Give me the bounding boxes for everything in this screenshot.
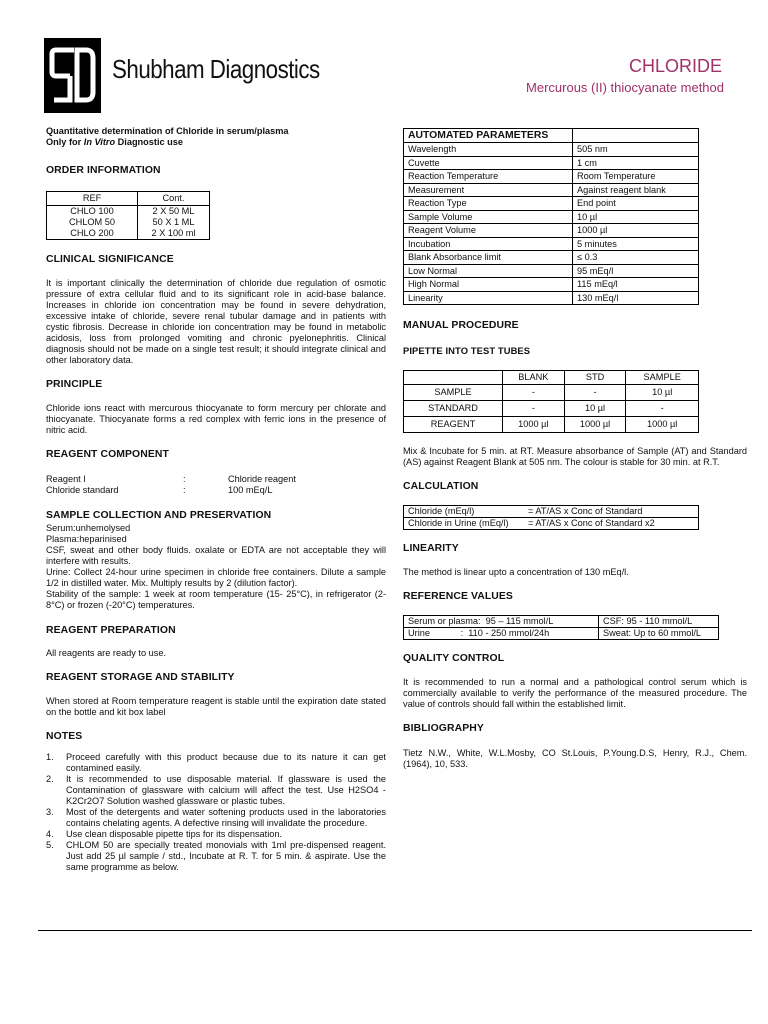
- param-value: 95 mEq/l: [573, 264, 699, 278]
- order-header-cell: Cont.: [138, 192, 210, 206]
- automated-row: [404, 183, 699, 197]
- note-number: 4.: [46, 828, 54, 839]
- storage-heading: REAGENT STORAGE AND STABILITY: [46, 671, 235, 683]
- manual-cell: 10 µl: [626, 384, 699, 400]
- bibliography-text: Tietz N.W., White, W.L.Mosby, CO St.Louis, P.Young.D.S, Henry, R.J., Chem. (1964), 10, 533.: [403, 747, 747, 769]
- note-item: [46, 774, 386, 807]
- storage-text: When stored at Room temperature reagent is stable until the expiration date stated on the bottle and kit box label: [46, 695, 386, 717]
- automated-row: [404, 237, 699, 251]
- sample-line: Plasma:heparinised: [46, 533, 127, 544]
- manual-cell: -: [503, 400, 565, 416]
- qc-text: It is recommended to run a normal and a pathological control serum which is commercially available to verify the performance of the measured procedure. The value of controls should fall within the established limit.: [403, 676, 747, 709]
- manual-cell: 10 µl: [564, 400, 626, 416]
- sample-heading: SAMPLE COLLECTION AND PRESERVATION: [46, 509, 272, 521]
- manual-row: [404, 400, 699, 416]
- note-item: [46, 752, 386, 774]
- automated-row: [404, 224, 699, 238]
- manual-cell: -: [626, 400, 699, 416]
- manual-header-cell: STD: [564, 371, 626, 385]
- reagent-value: Chloride reagent: [228, 473, 296, 484]
- manual-row-label: STANDARD: [404, 400, 503, 416]
- clinical-heading: CLINICAL SIGNIFICANCE: [46, 253, 174, 265]
- automated-row: [404, 264, 699, 278]
- manual-row: [404, 416, 699, 432]
- param-value: ≤ 0.3: [573, 251, 699, 265]
- param-name: Reaction Type: [404, 197, 573, 211]
- calculation-formula: = AT/AS x Conc of Standard x2: [524, 517, 699, 529]
- order-header-row: [47, 192, 210, 206]
- param-name: Linearity: [404, 291, 573, 305]
- reagent-row: [46, 474, 386, 485]
- footer-divider: [38, 930, 752, 931]
- param-name: Cuvette: [404, 156, 573, 170]
- param-name: High Normal: [404, 278, 573, 292]
- notes-list: [46, 752, 386, 873]
- reagent-row: [46, 485, 386, 496]
- calculation-table: [403, 505, 699, 530]
- param-value: 130 mEq/l: [573, 291, 699, 305]
- manual-cell: 1000 µl: [564, 416, 626, 432]
- right-column: [403, 128, 747, 770]
- manual-header-cell: [404, 371, 503, 385]
- company-logo: [44, 38, 101, 113]
- param-value: 5 minutes: [573, 237, 699, 251]
- note-number: 3.: [46, 806, 54, 817]
- manual-text: Mix & Incubate for 5 min. at RT. Measure absorbance of Sample (AT) and Standard (AS) against Reagent Blank at 505 nm. The colour is stable for 30 min. at R.T.: [403, 445, 747, 467]
- manual-header-cell: BLANK: [503, 371, 565, 385]
- automated-row: [404, 197, 699, 211]
- reference-heading: REFERENCE VALUES: [403, 590, 513, 602]
- order-ref: CHLOM 50: [69, 216, 115, 227]
- note-text: CHLOM 50 are specially treated monovials with 1ml pre-dispensed reagent. Just add 25 µl sample / std., Incubate at R. T. for 5 min. & aspirate. Use the same programme as below.: [66, 839, 386, 872]
- param-value: End point: [573, 197, 699, 211]
- param-value: Against reagent blank: [573, 183, 699, 197]
- order-heading: ORDER INFORMATION: [46, 165, 161, 176]
- param-value: Room Temperature: [573, 170, 699, 184]
- reagent-sep: :: [183, 473, 186, 484]
- reference-value: Serum or plasma: 95 – 115 mmol/L: [404, 615, 599, 627]
- param-name: Incubation: [404, 237, 573, 251]
- intro-prefix: Only for: [46, 137, 84, 147]
- linearity-heading: LINEARITY: [403, 542, 459, 554]
- note-item: [46, 807, 386, 829]
- manual-subheading: PIPETTE INTO TEST TUBES: [403, 345, 531, 356]
- order-ref: CHLO 200: [70, 227, 114, 238]
- automated-row: [404, 170, 699, 184]
- note-text: Most of the detergents and water softening products used in the laboratories contains chelating agents. A defective rinsing will invalidate the procedure.: [66, 806, 386, 828]
- order-cont: 2 X 50 ML: [152, 205, 195, 216]
- reagent-component-heading: REAGENT COMPONENT: [46, 448, 169, 460]
- param-name: Reaction Temperature: [404, 170, 573, 184]
- sample-body: [46, 523, 386, 611]
- manual-header-cell: SAMPLE: [626, 371, 699, 385]
- intro-line-2: [46, 137, 386, 148]
- order-cont: 2 X 100 ml: [151, 227, 196, 238]
- note-text: Proceed carefully with this product because due to its nature it can get contamined easily.: [66, 751, 386, 773]
- sample-line: CSF, sweat and other body fluids. oxalate or EDTA are not acceptable they will interfere with results.: [46, 544, 386, 566]
- calculation-label: Chloride (mEq/l): [404, 505, 525, 517]
- manual-heading: MANUAL PROCEDURE: [403, 320, 519, 331]
- sample-line: Stability of the sample: 1 week at room temperature (15- 25°C), in refrigerator (2-8°C) or frozen (-20°C) temperatures.: [46, 588, 386, 610]
- automated-row: [404, 278, 699, 292]
- order-header-cell: REF: [47, 192, 138, 206]
- principle-heading: PRINCIPLE: [46, 378, 103, 390]
- manual-row-label: REAGENT: [404, 416, 503, 432]
- param-name: Blank Absorbance limit: [404, 251, 573, 265]
- reagent-name: Reagent I: [46, 473, 86, 484]
- manual-table: [403, 370, 699, 433]
- product-title: CHLORIDE: [628, 56, 722, 76]
- param-name: Sample Volume: [404, 210, 573, 224]
- intro-suffix: Diagnostic use: [115, 137, 183, 147]
- note-text: It is recommended to use disposable material. If glassware is used the Contamination of glassware with calcium will affect the test. Use H2SO4 - K2Cr2O7 Solution washed glassware or plastic tubes.: [66, 773, 386, 806]
- manual-row-label: SAMPLE: [404, 384, 503, 400]
- param-value: 10 µl: [573, 210, 699, 224]
- note-number: 2.: [46, 773, 54, 784]
- manual-cell: -: [564, 384, 626, 400]
- manual-cell: 1000 µl: [626, 416, 699, 432]
- calculation-heading: CALCULATION: [403, 480, 479, 492]
- product-method: Mercurous (II) thiocyanate method: [526, 80, 724, 95]
- order-ref: CHLO 100: [70, 205, 114, 216]
- order-ref-cell: [47, 205, 138, 239]
- manual-cell: 1000 µl: [503, 416, 565, 432]
- automated-row: [404, 251, 699, 265]
- note-number: 5.: [46, 839, 54, 850]
- reagent-sep: :: [183, 484, 186, 495]
- intro: [46, 126, 386, 148]
- intro-line-1: Quantitative determination of Chloride in serum/plasma: [46, 126, 289, 136]
- automated-header-blank: [573, 129, 699, 143]
- note-item: [46, 829, 386, 840]
- clinical-text: It is important clinically the determination of chloride due regulation of osmotic pressure of extra cellular fluid and to its significant role in acid-base balance. Increases in chloride ion concentration may be found in severe dehydration, excessive intake of chloride, severe renal tubular damage and in patients with cystic fibrosis. Decrease in chloride ion concentration may be found in metabolic acidosis, loss from prolonged vomiting and chronic pyelonephritis. Clinical diagnosis should not be made on a single test result; it should integrate clinical and other laboratory data.: [46, 277, 386, 365]
- manual-cell: -: [503, 384, 565, 400]
- reference-row: [404, 627, 719, 639]
- calculation-row: [404, 505, 699, 517]
- automated-row: [404, 156, 699, 170]
- reagent-name: Chloride standard: [46, 484, 119, 495]
- param-value: 115 mEq/l: [573, 278, 699, 292]
- param-value: 505 nm: [573, 143, 699, 157]
- param-name: Low Normal: [404, 264, 573, 278]
- calculation-formula: = AT/AS x Conc of Standard: [524, 505, 699, 517]
- linearity-text: The method is linear upto a concentration of 130 mEq/l.: [403, 566, 629, 577]
- note-number: 1.: [46, 751, 54, 762]
- automated-row: [404, 143, 699, 157]
- qc-heading: QUALITY CONTROL: [403, 652, 505, 664]
- bibliography-heading: BIBLIOGRAPHY: [403, 722, 484, 734]
- reagent-component-list: [46, 474, 386, 496]
- reference-table: [403, 615, 719, 640]
- automated-parameters-table: [403, 128, 699, 305]
- automated-header-row: [404, 129, 699, 143]
- order-data-block: [47, 205, 210, 239]
- manual-header-row: [404, 371, 699, 385]
- reference-value: Sweat: Up to 60 mmol/L: [599, 627, 719, 639]
- order-cont: 50 X 1 ML: [152, 216, 195, 227]
- reference-row: [404, 615, 719, 627]
- manual-row: [404, 384, 699, 400]
- intro-italic: In Vitro: [83, 137, 116, 147]
- note-item: [46, 840, 386, 873]
- automated-row: [404, 210, 699, 224]
- order-table: [46, 191, 210, 240]
- left-column: [46, 126, 386, 873]
- param-value: 1000 µl: [573, 224, 699, 238]
- order-cont-cell: [138, 205, 210, 239]
- brand-name: Shubham Diagnostics: [112, 54, 320, 84]
- automated-heading: AUTOMATED PARAMETERS: [404, 129, 573, 143]
- principle-text: Chloride ions react with mercurous thiocyanate to form mercury per chlorate and thiocyanate. Thiocyanate forms a red complex with ferric ions in the presence of nitric acid.: [46, 402, 386, 435]
- sample-line: Serum:unhemolysed: [46, 522, 131, 533]
- param-name: Reagent Volume: [404, 224, 573, 238]
- calculation-row: [404, 517, 699, 529]
- notes-heading: NOTES: [46, 730, 83, 742]
- reference-value: CSF: 95 - 110 mmol/L: [599, 615, 719, 627]
- prep-text: All reagents are ready to use.: [46, 647, 167, 658]
- prep-heading: REAGENT PREPARATION: [46, 624, 176, 636]
- sample-line: Urine: Collect 24-hour urine specimen in chloride free containers. Dilute a sample 1/2 in distilled water. Mix. Multiply results by 2 (dilution factor).: [46, 566, 386, 588]
- calculation-label: Chloride in Urine (mEq/l): [404, 517, 525, 529]
- reagent-value: 100 mEq/L: [228, 484, 273, 495]
- automated-row: [404, 291, 699, 305]
- param-name: Measurement: [404, 183, 573, 197]
- param-value: 1 cm: [573, 156, 699, 170]
- param-name: Wavelength: [404, 143, 573, 157]
- reference-value: Urine : 110 - 250 mmol/24h: [404, 627, 599, 639]
- logo-sd-icon: [44, 38, 101, 113]
- note-text: Use clean disposable pipette tips for its dispensation.: [66, 828, 283, 839]
